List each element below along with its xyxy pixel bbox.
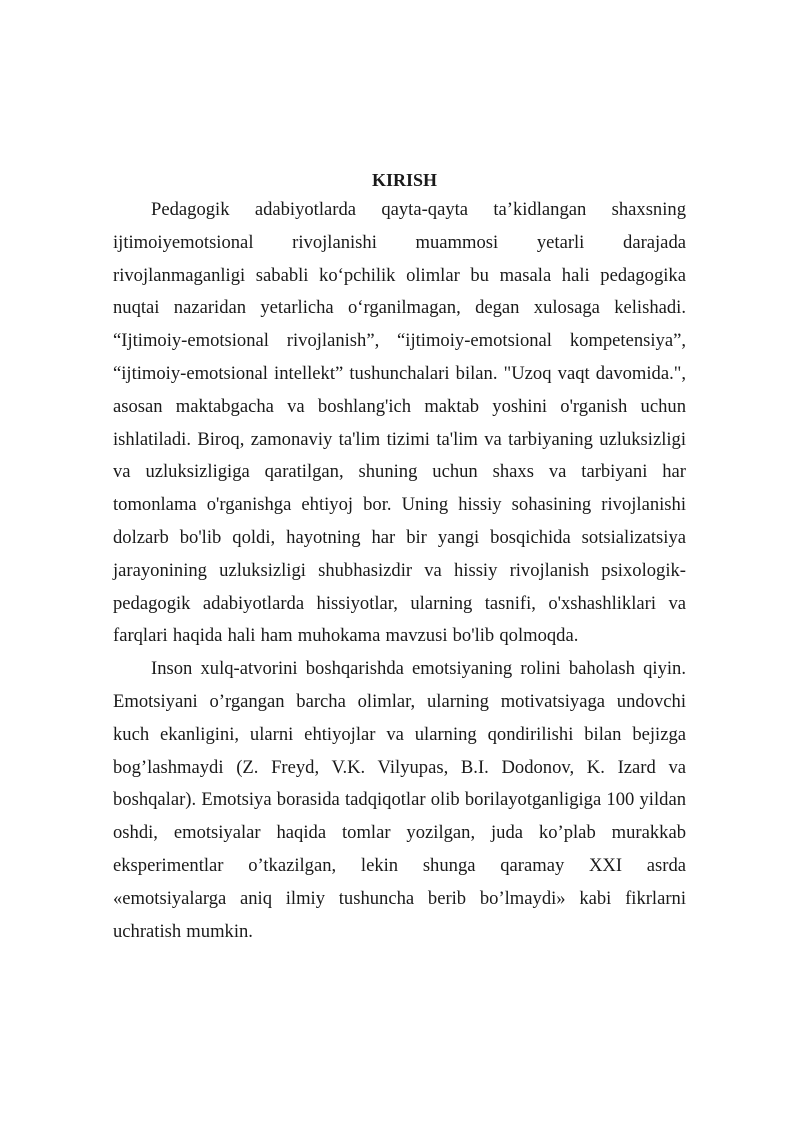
paragraph-1: Pedagogik adabiyotlarda qayta-qayta ta’kidlangan shaxsning ijtimoiyemotsional rivojlanishi muammosi yetarli darajada rivojlanmaganligi sababli koʻpchilik olimlar bu masala hali pedagogika nuqtai nazaridan yetarlicha oʻrganilmagan, degan xulosaga kelishadi. “Ijtimoiy-emotsional rivojlanish”, “ijtimoiy-emotsional kompetensiya”, “ijtimoiy-emotsional intellekt” tushunchalari bilan. "Uzoq vaqt davomida.", asosan maktabgacha va boshlang'ich maktab yoshini o'rganish uchun ishlatiladi. Biroq, zamonaviy ta'lim tizimi ta'lim va tarbiyaning uzluksizligi va uzluksizligiga qaratilgan, shuning uchun shaxs va tarbiyani har tomonlama o'rganishga ehtiyoj bor. Uning hissiy sohasining rivojlanishi dolzarb bo'lib qoldi, hayotning har bir yangi bosqichida sotsializatsiya jarayonining uzluksizligi shubhasizdir va hissiy rivojlanish psixologik-pedagogik adabiyotlarda hissiyotlar, ularning tasnifi, o'xshashliklari va farqlari haqida hali ham muhokama mavzusi bo'lib qolmoqda.	[113, 199, 686, 647]
page-title: KIRISH	[371, 170, 438, 190]
document-body	[113, 166, 686, 948]
paragraph-2: Inson xulq-atvorini boshqarishda emotsiyaning rolini baholash qiyin. Emotsiyani o’rgangan barcha olimlar, ularning motivatsiyaga undovchi kuch ekanligini, ularni ehtiyojlar va ularning qondirilishi bilan bejizga bog’lashmaydi (Z. Freyd, V.K. Vilyupas, B.I. Dodonov, K. Izard va boshqalar). Emotsiya borasida tadqiqotlar olib borilayotganligiga 100 yildan oshdi, emotsiyalar haqida tomlar yozilgan, juda ko’plab murakkab eksperimentlar o’tkazilgan, lekin shunga qaramay XXI asrda «emotsiyalarga aniq ilmiy tushuncha berib bo’lmaydi» kabi fikrlarni uchratish mumkin.	[113, 658, 686, 942]
